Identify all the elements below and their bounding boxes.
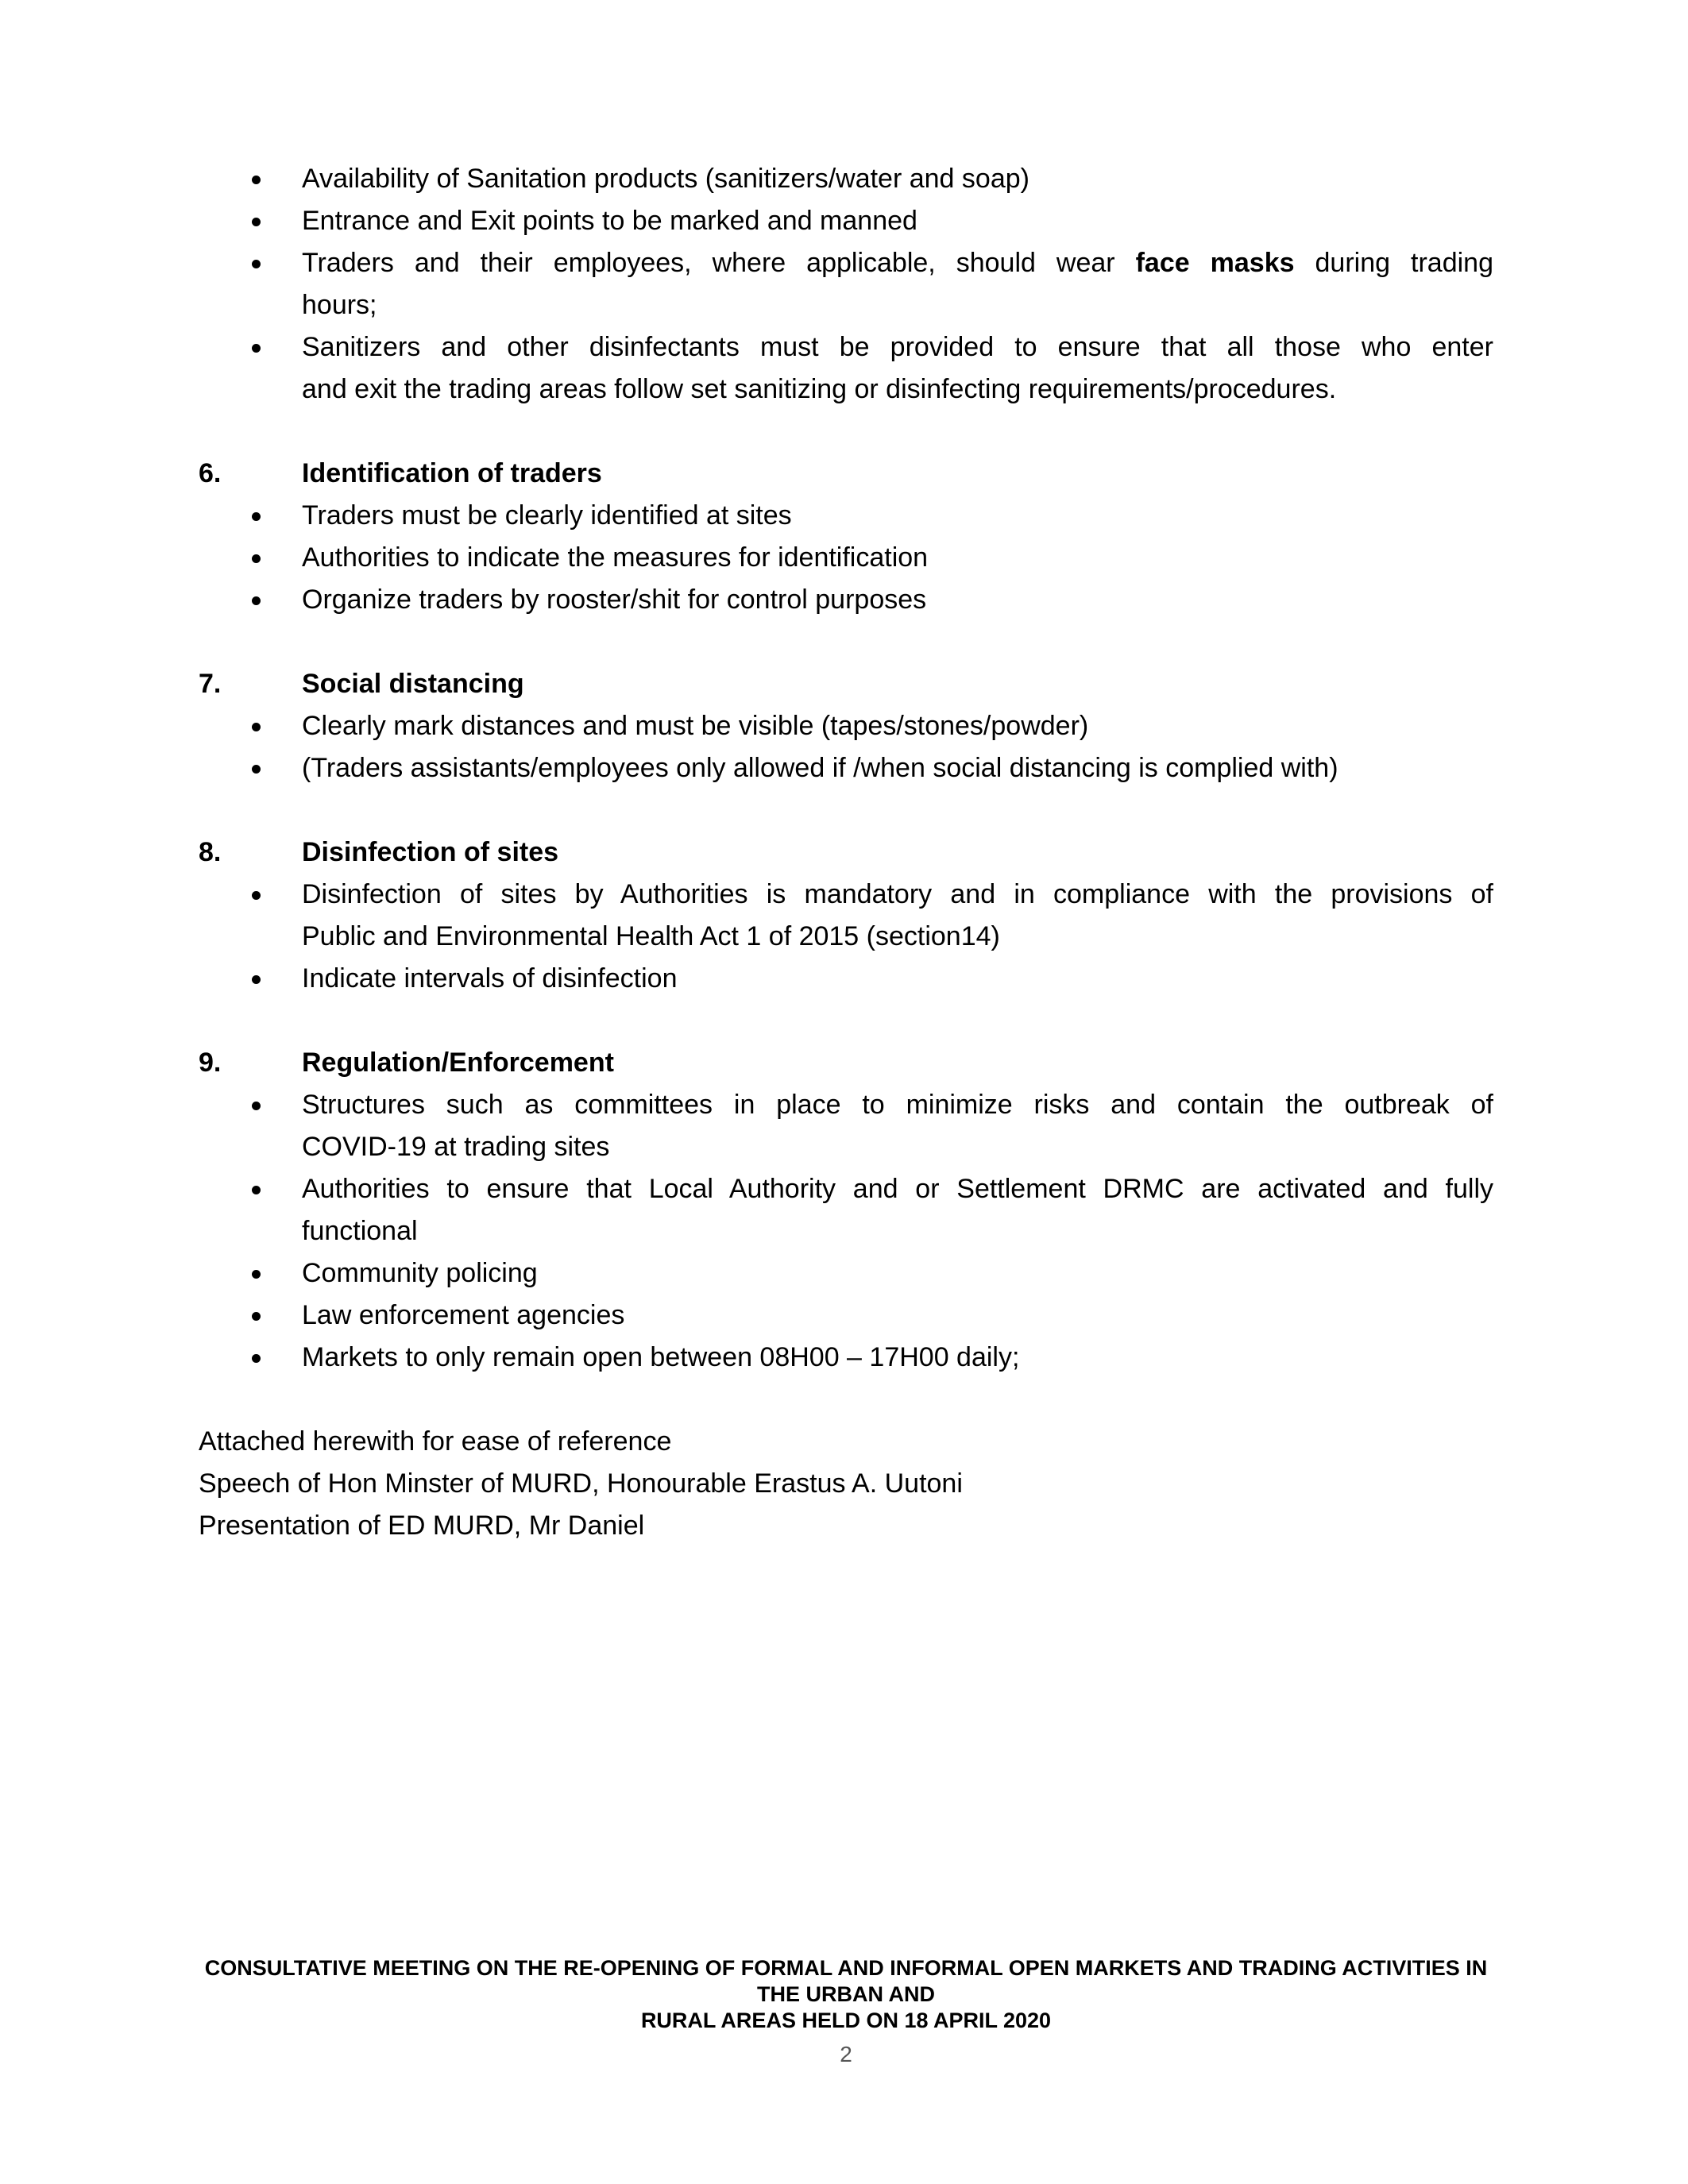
bullet-paragraph — [302, 1252, 1493, 1295]
text-run: functional — [302, 1216, 418, 1246]
text-run: Sanitizers and other disinfectants must be provided to ensure that all those who enter — [302, 332, 1493, 362]
section-number: 8. — [199, 837, 222, 867]
text-run: Structures such as committees in place to minimize risks and contain the outbreak of — [302, 1090, 1493, 1120]
bullet-icon — [252, 512, 261, 521]
bullet-item — [199, 1252, 1493, 1295]
bullet-item — [199, 1168, 1493, 1252]
bullet-icon — [252, 1270, 261, 1279]
bullet-icon — [252, 260, 261, 268]
page-footer — [199, 1955, 1493, 2067]
bullet-icon — [252, 596, 261, 605]
bullet-paragraph — [302, 537, 1493, 579]
section-heading — [199, 1042, 1493, 1084]
bullet-text-line — [302, 495, 1493, 537]
bullet-icon — [252, 1102, 261, 1110]
text-run: Traders must be clearly identified at sites — [302, 500, 792, 531]
bullet-text-line — [302, 326, 1493, 369]
bullet-text-line — [302, 1168, 1493, 1210]
numbered-sections — [199, 453, 1493, 1379]
text-run: Clearly mark distances and must be visible (tapes/stones/powder) — [302, 711, 1089, 741]
text-run: Disinfection of sites by Authorities is mandatory and in compliance with the provisions of — [302, 879, 1493, 909]
section-number: 6. — [199, 458, 222, 488]
bullet-text-line — [302, 1084, 1493, 1126]
bullet-item — [199, 158, 1493, 200]
bullet-text-line — [302, 200, 1493, 242]
bullet-text-line — [302, 369, 1493, 411]
bullet-text-line — [302, 537, 1493, 579]
bullet-item — [199, 326, 1493, 411]
bullet-text-line — [302, 242, 1493, 284]
bullet-text-line — [302, 874, 1493, 916]
bullet-item — [199, 495, 1493, 537]
bullet-paragraph — [302, 495, 1493, 537]
bullet-item — [199, 874, 1493, 958]
bullet-text-line — [302, 1295, 1493, 1337]
bullet-icon — [252, 344, 261, 353]
section-title: Social distancing — [302, 669, 524, 699]
bullet-paragraph — [302, 705, 1493, 747]
bullet-item — [199, 242, 1493, 326]
section-8 — [199, 832, 1493, 1000]
text-run: Community policing — [302, 1258, 538, 1288]
bullet-text-line — [302, 747, 1493, 789]
text-run: Markets to only remain open between 08H00 – 17H00 daily; — [302, 1342, 1020, 1372]
section-title: Identification of traders — [302, 458, 602, 488]
text-run: during trading — [1294, 248, 1493, 278]
bullet-paragraph — [302, 579, 1493, 621]
text-run: Law enforcement agencies — [302, 1300, 625, 1330]
bullet-icon — [252, 218, 261, 226]
bullet-paragraph — [302, 1168, 1493, 1252]
bullet-text-line — [302, 579, 1493, 621]
footer-line: CONSULTATIVE MEETING ON THE RE-OPENING OF FORMAL AND INFORMAL OPEN MARKETS AND TRADING ACTIVITIES IN THE URBAN AND — [204, 1956, 1488, 2006]
bullet-icon — [252, 765, 261, 774]
text-run: Entrance and Exit points to be marked and manned — [302, 206, 917, 236]
page-number: 2 — [840, 2042, 852, 2066]
bullet-paragraph — [302, 1295, 1493, 1337]
bullet-paragraph — [302, 200, 1493, 242]
bullet-item — [199, 200, 1493, 242]
bullet-paragraph — [302, 958, 1493, 1000]
closing-line: Attached herewith for ease of reference — [199, 1426, 672, 1457]
bullet-item — [199, 579, 1493, 621]
bullet-paragraph — [302, 1337, 1493, 1379]
bullet-text-line — [302, 1252, 1493, 1295]
section-9 — [199, 1042, 1493, 1379]
bullet-text-line — [302, 1126, 1493, 1168]
text-run: Authorities to ensure that Local Authority and or Settlement DRMC are activated and fully — [302, 1174, 1493, 1204]
text-run: hours; — [302, 290, 377, 320]
bullet-text-line — [302, 958, 1493, 1000]
bullet-text-line — [302, 1337, 1493, 1379]
bullet-text-line — [302, 916, 1493, 958]
section-heading — [199, 832, 1493, 874]
bullet-text-line — [302, 705, 1493, 747]
text-run: Indicate intervals of disinfection — [302, 963, 678, 994]
text-run: Traders and their employees, where applicable, should wear — [302, 248, 1136, 278]
section-7 — [199, 663, 1493, 789]
section-heading — [199, 663, 1493, 705]
section-number: 7. — [199, 669, 222, 699]
bullet-text-line — [302, 158, 1493, 200]
bullet-item — [199, 705, 1493, 747]
bullet-icon — [252, 1354, 261, 1363]
bullet-item — [199, 958, 1493, 1000]
section-heading — [199, 453, 1493, 495]
closing-line: Presentation of ED MURD, Mr Daniel — [199, 1511, 645, 1541]
bullet-paragraph — [302, 242, 1493, 326]
document-body — [199, 158, 1493, 1547]
bullet-paragraph — [302, 874, 1493, 958]
section-number: 9. — [199, 1048, 222, 1078]
footer-line: RURAL AREAS HELD ON 18 APRIL 2020 — [640, 2008, 1052, 2032]
bullet-icon — [252, 1186, 261, 1194]
text-run: COVID-19 at trading sites — [302, 1132, 610, 1162]
bullet-item — [199, 1084, 1493, 1168]
bullet-item — [199, 747, 1493, 789]
text-run: Authorities to indicate the measures for identification — [302, 542, 929, 573]
bullet-text-line — [302, 1210, 1493, 1252]
text-run: Public and Environmental Health Act 1 of 2015 (section14) — [302, 921, 1000, 951]
bullet-item — [199, 537, 1493, 579]
intro-bullet-list — [199, 158, 1493, 411]
text-run: Organize traders by rooster/shit for control purposes — [302, 585, 927, 615]
bullet-paragraph — [302, 158, 1493, 200]
bullet-paragraph — [302, 1084, 1493, 1168]
section-6 — [199, 453, 1493, 621]
section-title: Disinfection of sites — [302, 837, 559, 867]
text-run: Availability of Sanitation products (sanitizers/water and soap) — [302, 164, 1029, 194]
text-run: and exit the trading areas follow set sanitizing or disinfecting requirements/procedures. — [302, 374, 1337, 404]
bullet-paragraph — [302, 747, 1493, 789]
bullet-text-line — [302, 284, 1493, 326]
bullet-item — [199, 1295, 1493, 1337]
bullet-icon — [252, 975, 261, 984]
bullet-paragraph — [302, 326, 1493, 411]
text-run: (Traders assistants/employees only allowed if /when social distancing is complied with) — [302, 753, 1338, 783]
bullet-icon — [252, 554, 261, 563]
closing-line: Speech of Hon Minster of MURD, Honourable Erastus A. Uutoni — [199, 1468, 963, 1499]
bullet-icon — [252, 1312, 261, 1321]
closing-paragraphs — [199, 1421, 1493, 1547]
bullet-item — [199, 1337, 1493, 1379]
bullet-icon — [252, 891, 261, 900]
bold-text-run: face masks — [1135, 248, 1295, 278]
bullet-icon — [252, 723, 261, 731]
section-title: Regulation/Enforcement — [302, 1048, 614, 1078]
bullet-icon — [252, 176, 261, 184]
